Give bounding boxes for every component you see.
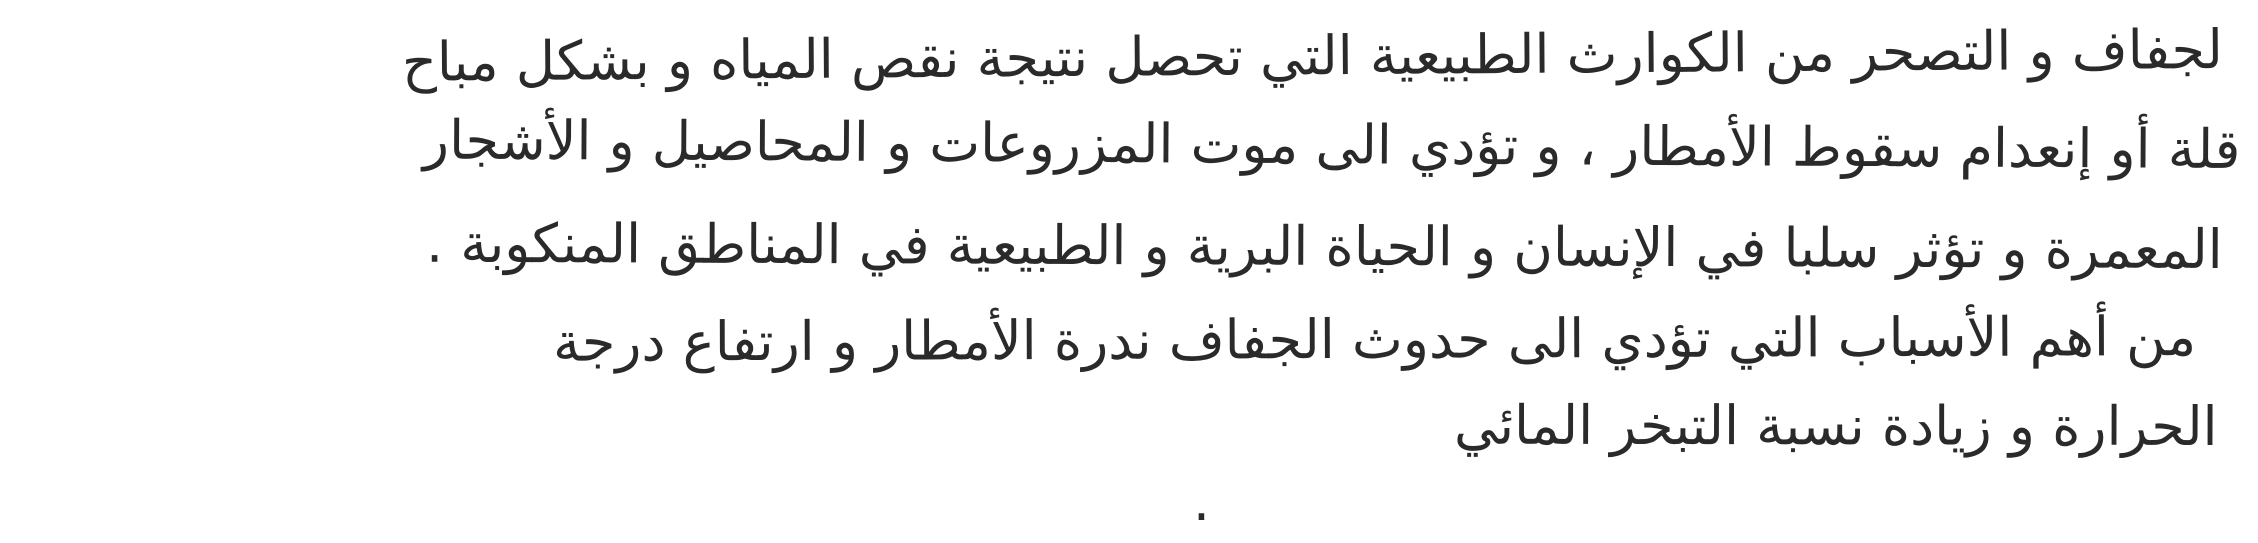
text-line-1: لجفاف و التصحر من الكوارث الطبيعية التي تحصل نتيجة نقص المياه و بشكل مباح [402, 18, 2224, 94]
text-line-5: الحرارة و زيادة نسبة التبخر المائي [1454, 393, 2219, 458]
text-line-3: المعمرة و تؤثر سلبا في الإنسان و الحياة البرية و الطبيعية في المناطق المنكوبة . [426, 211, 2224, 281]
text-line-6-period: . [1192, 470, 1210, 533]
text-line-2: قلة أو إنعدام سقوط الأمطار ، و تؤدي الى موت المزروعات و المحاصيل و الأشجار [422, 108, 2241, 181]
text-line-4: من أهم الأسباب التي تؤدي الى حدوث الجفاف ندرة الأمطار و ارتفاع درجة [552, 305, 2197, 374]
